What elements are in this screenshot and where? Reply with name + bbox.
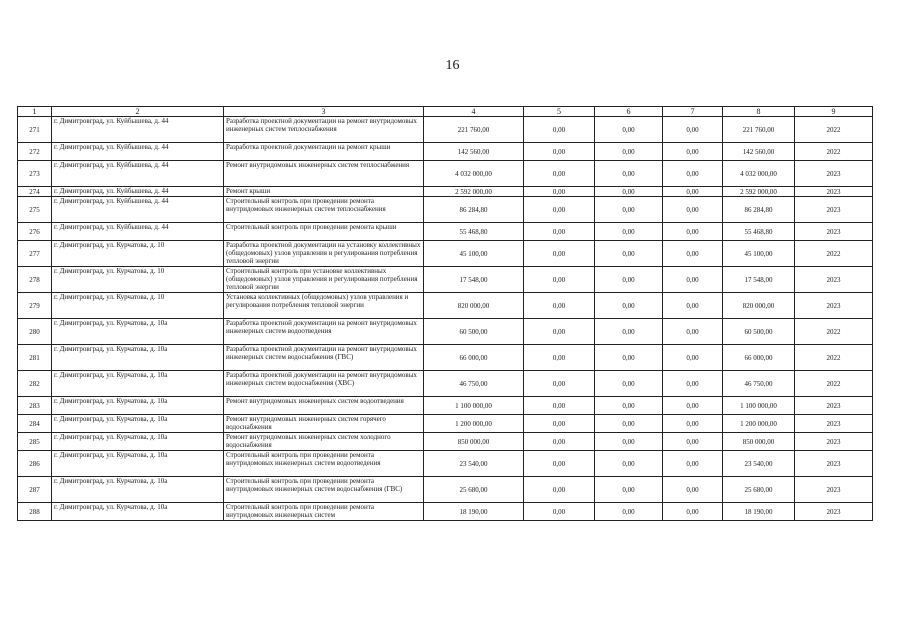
row-number: 284	[18, 415, 52, 433]
col8-cost-cell: 55 468,80	[723, 223, 795, 241]
year-cell: 2023	[795, 433, 873, 451]
col6-cell: 0,00	[595, 451, 663, 477]
year-cell: 2023	[795, 223, 873, 241]
year-cell: 2023	[795, 503, 873, 521]
year-cell: 2022	[795, 117, 873, 143]
header-col-4: 4	[424, 107, 524, 117]
col8-cost-cell: 850 000,00	[723, 433, 795, 451]
work-type-cell: Разработка проектной документации на ремонт внутридомовых инженерных систем водоснабжения (ГВС)	[224, 345, 424, 371]
col7-cell: 0,00	[663, 187, 723, 197]
table-row	[18, 187, 873, 197]
col5-cell: 0,00	[524, 187, 595, 197]
col8-cost-cell: 2 592 000,00	[723, 187, 795, 197]
work-type-cell: Строительный контроль при проведении ремонта внутридомовых инженерных систем теплоснабжения	[224, 197, 424, 223]
table-row	[18, 267, 873, 293]
total-cost-cell: 86 284,80	[424, 197, 524, 223]
col6-cell: 0,00	[595, 117, 663, 143]
header-col-6: 6	[595, 107, 663, 117]
col7-cell: 0,00	[663, 397, 723, 415]
total-cost-cell: 46 750,00	[424, 371, 524, 397]
total-cost-cell: 66 000,00	[424, 345, 524, 371]
col7-cell: 0,00	[663, 197, 723, 223]
row-number: 286	[18, 451, 52, 477]
table-body	[18, 117, 873, 521]
total-cost-cell: 1 100 000,00	[424, 397, 524, 415]
row-number: 277	[18, 241, 52, 267]
col7-cell: 0,00	[663, 267, 723, 293]
total-cost-cell: 850 000,00	[424, 433, 524, 451]
table-row	[18, 503, 873, 521]
year-cell: 2023	[795, 451, 873, 477]
table-row	[18, 433, 873, 451]
col8-cost-cell: 45 100,00	[723, 241, 795, 267]
col6-cell: 0,00	[595, 161, 663, 187]
col7-cell: 0,00	[663, 319, 723, 345]
col8-cost-cell: 820 000,00	[723, 293, 795, 319]
table-row	[18, 161, 873, 187]
row-number: 279	[18, 293, 52, 319]
work-type-cell: Ремонт внутридомовых инженерных систем холодного водоснабжения	[224, 433, 424, 451]
work-type-cell: Ремонт крыши	[224, 187, 424, 197]
header-col-7: 7	[663, 107, 723, 117]
address-cell: г. Димитровград, ул. Куйбышева, д. 44	[52, 223, 224, 241]
address-cell: г. Димитровград, ул. Курчатова, д. 10а	[52, 371, 224, 397]
col8-cost-cell: 4 032 000,00	[723, 161, 795, 187]
works-table	[17, 106, 873, 521]
year-cell: 2022	[795, 345, 873, 371]
col5-cell: 0,00	[524, 433, 595, 451]
header-col-1: 1	[18, 107, 52, 117]
col8-cost-cell: 23 540,00	[723, 451, 795, 477]
address-cell: г. Димитровград, ул. Курчатова, д. 10а	[52, 319, 224, 345]
table-row	[18, 415, 873, 433]
row-number: 272	[18, 143, 52, 161]
address-cell: г. Димитровград, ул. Курчатова, д. 10	[52, 293, 224, 319]
total-cost-cell: 55 468,80	[424, 223, 524, 241]
col5-cell: 0,00	[524, 117, 595, 143]
col5-cell: 0,00	[524, 223, 595, 241]
header-col-3: 3	[224, 107, 424, 117]
col8-cost-cell: 1 200 000,00	[723, 415, 795, 433]
col6-cell: 0,00	[595, 477, 663, 503]
table-row	[18, 117, 873, 143]
work-type-cell: Разработка проектной документации на ремонт внутридомовых инженерных систем водоотведения	[224, 319, 424, 345]
year-cell: 2023	[795, 187, 873, 197]
work-type-cell: Разработка проектной документации на ремонт крыши	[224, 143, 424, 161]
row-number: 288	[18, 503, 52, 521]
header-col-2: 2	[52, 107, 224, 117]
address-cell: г. Димитровград, ул. Куйбышева, д. 44	[52, 117, 224, 143]
col7-cell: 0,00	[663, 415, 723, 433]
col8-cost-cell: 25 680,00	[723, 477, 795, 503]
col5-cell: 0,00	[524, 197, 595, 223]
row-number: 274	[18, 187, 52, 197]
table-row	[18, 241, 873, 267]
total-cost-cell: 4 032 000,00	[424, 161, 524, 187]
year-cell: 2023	[795, 267, 873, 293]
table-row	[18, 477, 873, 503]
address-cell: г. Димитровград, ул. Курчатова, д. 10а	[52, 451, 224, 477]
col8-cost-cell: 142 560,00	[723, 143, 795, 161]
total-cost-cell: 820 000,00	[424, 293, 524, 319]
address-cell: г. Димитровград, ул. Куйбышева, д. 44	[52, 143, 224, 161]
col7-cell: 0,00	[663, 451, 723, 477]
year-cell: 2023	[795, 397, 873, 415]
col6-cell: 0,00	[595, 397, 663, 415]
total-cost-cell: 142 560,00	[424, 143, 524, 161]
col8-cost-cell: 46 750,00	[723, 371, 795, 397]
year-cell: 2022	[795, 241, 873, 267]
col5-cell: 0,00	[524, 415, 595, 433]
work-type-cell: Строительный контроль при проведении ремонта внутридомовых инженерных систем	[224, 503, 424, 521]
col6-cell: 0,00	[595, 345, 663, 371]
col8-cost-cell: 1 100 000,00	[723, 397, 795, 415]
work-type-cell: Ремонт внутридомовых инженерных систем водоотведения	[224, 397, 424, 415]
col6-cell: 0,00	[595, 143, 663, 161]
total-cost-cell: 17 548,00	[424, 267, 524, 293]
row-number: 281	[18, 345, 52, 371]
work-type-cell: Строительный контроль при проведении ремонта крыши	[224, 223, 424, 241]
table-row	[18, 319, 873, 345]
col5-cell: 0,00	[524, 397, 595, 415]
col7-cell: 0,00	[663, 433, 723, 451]
work-type-cell: Разработка проектной документации на установку коллективных (общедомовых) узлов управления и регулирования потребления тепловой энергии	[224, 241, 424, 267]
col7-cell: 0,00	[663, 477, 723, 503]
header-col-9: 9	[795, 107, 873, 117]
total-cost-cell: 23 540,00	[424, 451, 524, 477]
header-col-5: 5	[524, 107, 595, 117]
col5-cell: 0,00	[524, 319, 595, 345]
col7-cell: 0,00	[663, 293, 723, 319]
address-cell: г. Димитровград, ул. Куйбышева, д. 44	[52, 197, 224, 223]
col5-cell: 0,00	[524, 143, 595, 161]
col6-cell: 0,00	[595, 241, 663, 267]
year-cell: 2022	[795, 143, 873, 161]
col7-cell: 0,00	[663, 241, 723, 267]
col6-cell: 0,00	[595, 433, 663, 451]
address-cell: г. Димитровград, ул. Курчатова, д. 10а	[52, 503, 224, 521]
work-type-cell: Разработка проектной документации на ремонт внутридомовых инженерных систем теплоснабжения	[224, 117, 424, 143]
header-row	[18, 107, 873, 117]
row-number: 282	[18, 371, 52, 397]
work-type-cell: Ремонт внутридомовых инженерных систем горячего водоснабжения	[224, 415, 424, 433]
works-table-container	[17, 106, 872, 521]
address-cell: г. Димитровград, ул. Куйбышева, д. 44	[52, 187, 224, 197]
table-row	[18, 371, 873, 397]
row-number: 285	[18, 433, 52, 451]
address-cell: г. Димитровград, ул. Курчатова, д. 10а	[52, 477, 224, 503]
col7-cell: 0,00	[663, 345, 723, 371]
work-type-cell: Строительный контроль при установке коллективных (общедомовых) узлов управления и регулирования потребления тепловой энергии	[224, 267, 424, 293]
work-type-cell: Строительный контроль при проведении ремонта внутридомовых инженерных систем водоотведения	[224, 451, 424, 477]
col8-cost-cell: 221 760,00	[723, 117, 795, 143]
row-number: 283	[18, 397, 52, 415]
col6-cell: 0,00	[595, 267, 663, 293]
col5-cell: 0,00	[524, 451, 595, 477]
address-cell: г. Димитровград, ул. Курчатова, д. 10	[52, 267, 224, 293]
table-row	[18, 345, 873, 371]
row-number: 273	[18, 161, 52, 187]
col5-cell: 0,00	[524, 371, 595, 397]
col6-cell: 0,00	[595, 319, 663, 345]
page-number: 16	[445, 58, 460, 73]
row-number: 276	[18, 223, 52, 241]
col6-cell: 0,00	[595, 371, 663, 397]
col7-cell: 0,00	[663, 223, 723, 241]
col8-cost-cell: 17 548,00	[723, 267, 795, 293]
address-cell: г. Димитровград, ул. Куйбышева, д. 44	[52, 161, 224, 187]
year-cell: 2022	[795, 371, 873, 397]
row-number: 275	[18, 197, 52, 223]
total-cost-cell: 2 592 000,00	[424, 187, 524, 197]
total-cost-cell: 18 190,00	[424, 503, 524, 521]
address-cell: г. Димитровград, ул. Курчатова, д. 10а	[52, 415, 224, 433]
table-row	[18, 451, 873, 477]
col5-cell: 0,00	[524, 161, 595, 187]
col6-cell: 0,00	[595, 197, 663, 223]
table-row	[18, 143, 873, 161]
col7-cell: 0,00	[663, 143, 723, 161]
table-row	[18, 397, 873, 415]
col8-cost-cell: 66 000,00	[723, 345, 795, 371]
col5-cell: 0,00	[524, 293, 595, 319]
col5-cell: 0,00	[524, 267, 595, 293]
year-cell: 2022	[795, 319, 873, 345]
col5-cell: 0,00	[524, 503, 595, 521]
row-number: 287	[18, 477, 52, 503]
row-number: 280	[18, 319, 52, 345]
total-cost-cell: 60 500,00	[424, 319, 524, 345]
header-col-8: 8	[723, 107, 795, 117]
work-type-cell: Ремонт внутридомовых инженерных систем теплоснабжения	[224, 161, 424, 187]
year-cell: 2023	[795, 477, 873, 503]
total-cost-cell: 45 100,00	[424, 241, 524, 267]
col8-cost-cell: 60 500,00	[723, 319, 795, 345]
address-cell: г. Димитровград, ул. Курчатова, д. 10а	[52, 433, 224, 451]
col6-cell: 0,00	[595, 293, 663, 319]
row-number: 271	[18, 117, 52, 143]
col6-cell: 0,00	[595, 187, 663, 197]
col6-cell: 0,00	[595, 503, 663, 521]
col7-cell: 0,00	[663, 117, 723, 143]
total-cost-cell: 1 200 000,00	[424, 415, 524, 433]
col8-cost-cell: 86 284,80	[723, 197, 795, 223]
year-cell: 2023	[795, 415, 873, 433]
year-cell: 2023	[795, 197, 873, 223]
col8-cost-cell: 18 190,00	[723, 503, 795, 521]
work-type-cell: Строительный контроль при проведении ремонта внутридомовых инженерных систем водоснабжения (ГВС)	[224, 477, 424, 503]
year-cell: 2023	[795, 161, 873, 187]
address-cell: г. Димитровград, ул. Курчатова, д. 10а	[52, 345, 224, 371]
col7-cell: 0,00	[663, 371, 723, 397]
table-row	[18, 223, 873, 241]
address-cell: г. Димитровград, ул. Курчатова, д. 10а	[52, 397, 224, 415]
col7-cell: 0,00	[663, 503, 723, 521]
col6-cell: 0,00	[595, 415, 663, 433]
table-row	[18, 293, 873, 319]
work-type-cell: Разработка проектной документации на ремонт внутридомовых инженерных систем водоснабжения (ХВС)	[224, 371, 424, 397]
row-number: 278	[18, 267, 52, 293]
col5-cell: 0,00	[524, 477, 595, 503]
col5-cell: 0,00	[524, 345, 595, 371]
total-cost-cell: 25 680,00	[424, 477, 524, 503]
table-row	[18, 197, 873, 223]
col7-cell: 0,00	[663, 161, 723, 187]
address-cell: г. Димитровград, ул. Курчатова, д. 10	[52, 241, 224, 267]
total-cost-cell: 221 760,00	[424, 117, 524, 143]
work-type-cell: Установка коллективных (общедомовых) узлов управления и регулирования потребления тепловой энергии	[224, 293, 424, 319]
year-cell: 2023	[795, 293, 873, 319]
col5-cell: 0,00	[524, 241, 595, 267]
col6-cell: 0,00	[595, 223, 663, 241]
